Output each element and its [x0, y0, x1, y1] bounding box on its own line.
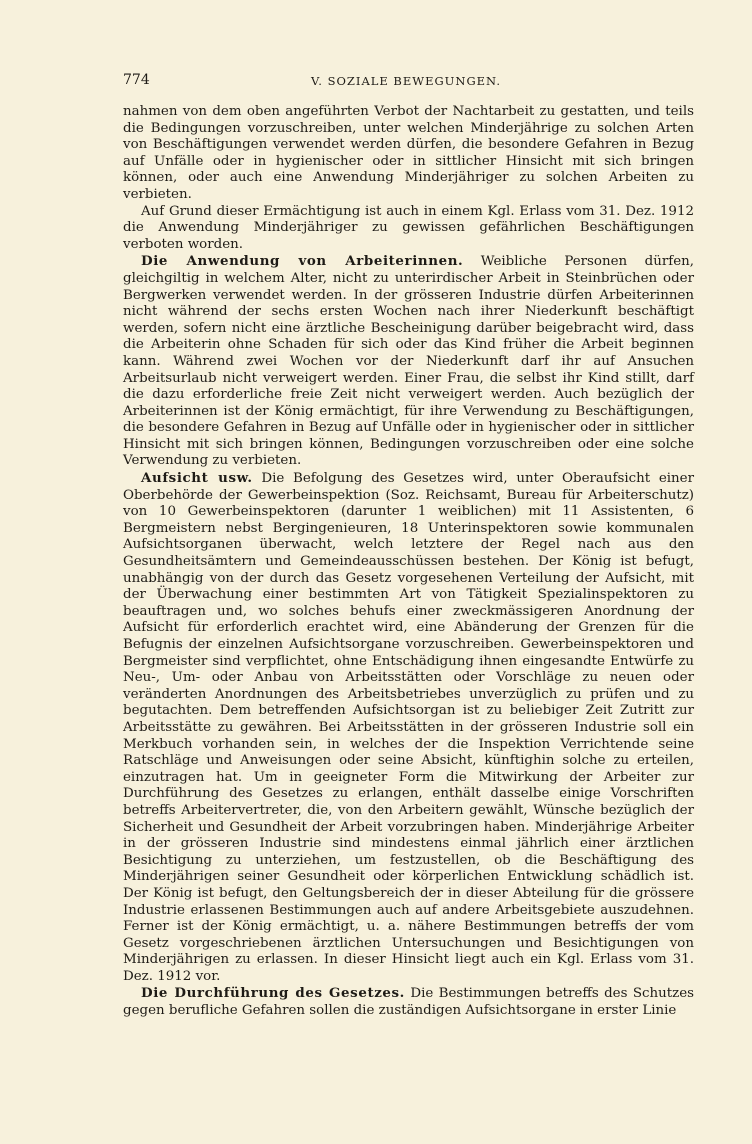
paragraph-text: Die Bestimmungen betreffs des Schutzes gegen berufliche Gefahren sollen die zuständigen Aufsichtsorgane in erster Linie [123, 986, 694, 1019]
page-header [123, 72, 696, 92]
page-number: 774 [123, 72, 150, 88]
paragraph-supervision [123, 470, 694, 985]
section-heading: Die Anwendung von Arbeiterinnen. [141, 253, 464, 270]
running-title: V. SOZIALE BEWEGUNGEN. [311, 74, 502, 88]
paragraph-text: Weibliche Personen dürfen, gleichgiltig in welchem Alter, nicht zu unterirdischer Arbeit in Steinbrüchen oder Bergwerken verwendet werden. In der grösseren Industrie dürfen Arbeiterinnen nicht während der sechs ersten Wochen nach ihrer Niederkunft beschäftigt werden, sofern nicht eine ärztliche Bescheinigung darüber beigebracht wird, dass die Arbeiterin ohne Schaden für sich oder das Kind früher die Arbeit beginnen kann. Während zwei Wochen vor der Niederkunft darf ihr auf Ansuchen Arbeitsurlaub nicht verweigert werden. Einer Frau, die selbst ihr Kind stillt, darf die dazu erforderliche freie Zeit nicht verweigert werden. Auch bezüglich der Arbeiterinnen ist der König ermächtigt, für ihre Verwendung zu Beschäftigungen, die besondere Gefahren in Bezug auf Unfälle oder in hygienischer oder in sittlicher Hinsicht mit sich bringen können, Bedingungen vorzuschreiben oder eine solche Verwendung zu verbieten. [123, 254, 695, 469]
section-heading: Aufsicht usw. [141, 470, 253, 487]
paragraph-enforcement [123, 985, 694, 1019]
section-heading: Die Durchführung des Gesetzes. [141, 985, 405, 1002]
paragraph-text: Die Befolgung des Gesetzes wird, unter Oberaufsicht einer Oberbehörde der Gewerbeinspektion (Soz. Reichsamt, Bureau für Arbeiterschutz) von 10 Gewerbeinspektoren (darunter 1 weiblichen) mit 11 Assistenten, 6 Bergmeistern nebst Bergingenieuren, 18 Unterinspektoren sowie kommunalen Aufsichtsorganen überwacht, welch letztere der Regel nach aus den Gesundheitsämtern und Gemeindeausschüssen bestehen. Der König ist befugt, unabhängig von der durch das Gesetz vorgesehenen Verteilung der Aufsicht, mit der Überwachung einer bestimmten Art von Tätigkeit Spezialinspektoren zu beauftragen und, wo solches behufs einer zweckmässigeren Anordnung der Aufsicht für erforderlich erachtet wird, eine Abänderung der Grenzen für die Befugnis der einzelnen Aufsichtsorgane vorzuschreiben. Gewerbeinspektoren und Bergmeister sind verpflichtet, ohne Entschädigung ihnen eingesandte Entwürfe zu Neu-, Um- oder Anbau von Arbeitsstätten oder Vorschläge zu neuen oder veränderten Anordnungen des Arbeitsbetriebes unverzüglich zu prüfen und zu begutachten. Dem betreffenden Aufsichtsorgan ist zu beliebiger Zeit Zutritt zur Arbeitsstätte zu gewähren. Bei Arbeitsstätten in der grösseren Industrie soll ein Merkbuch vorhanden sein, in welches der die Inspektion Verrichtende seine Ratschläge und Anweisungen oder seine Absicht, künftighin solche zu erteilen, einzutragen hat. Um in geeigneter Form die Mitwirkung der Arbeiter zur Durchführung des Gesetzes zu erlangen, enthält dasselbe einige Vorschriften betreffs Arbeitervertreter, die, von den Arbeitern gewählt, Wünsche bezüglich der Sicherheit und Gesundheit der Arbeit vorzubringen haben. Minderjährige Arbeiter in der grösseren Industrie sind mindestens einmal jährlich einer ärztlichen Besichtigung zu unterziehen, um festzustellen, ob die Beschäftigung des Minderjährigen seiner Gesundheit oder körperlichen Entwicklung schädlich ist. Der König ist befugt, den Geltungsbereich der in dieser Abteilung für die grössere Industrie erlassenen Bestimmungen auch auf andere Arbeitsgebiete auszudehnen. Ferner ist der König ermächtigt, u. a. nähere Bestimmungen betreffs der vom Gesetz vorgeschriebenen ärztlichen Untersuchungen und Besichtigungen von Minderjährigen zu erlassen. In dieser Hinsicht liegt auch ein Kgl. Erlass vom 31. Dez. 1912 vor. [123, 471, 695, 984]
paragraph-continuation [123, 104, 694, 204]
paragraph-text: Auf Grund dieser Ermächtigung ist auch in einem Kgl. Erlass vom 31. Dez. 1912 die Anwendung Minderjähriger zu gewissen gefährlichen Beschäftigungen verboten worden. [123, 203, 694, 252]
body-text [123, 104, 694, 1020]
paragraph-text: nahmen von dem oben angeführten Verbot der Nachtarbeit zu gestatten, und teils die Bedingungen vorzuschreiben, unter welchen Minderjährige zu solchen Arten von Beschäftigungen verwendet werden dürfen, die besondere Gefahren in Bezug auf Unfälle oder in hygienischer oder in sittlicher Hinsicht mit sich bringen können, oder auch eine Anwendung Minderjähriger zu solchen Arbeiten zu verbieten. [123, 104, 694, 202]
paragraph-female-workers [123, 253, 694, 470]
paragraph-decree [123, 204, 694, 254]
